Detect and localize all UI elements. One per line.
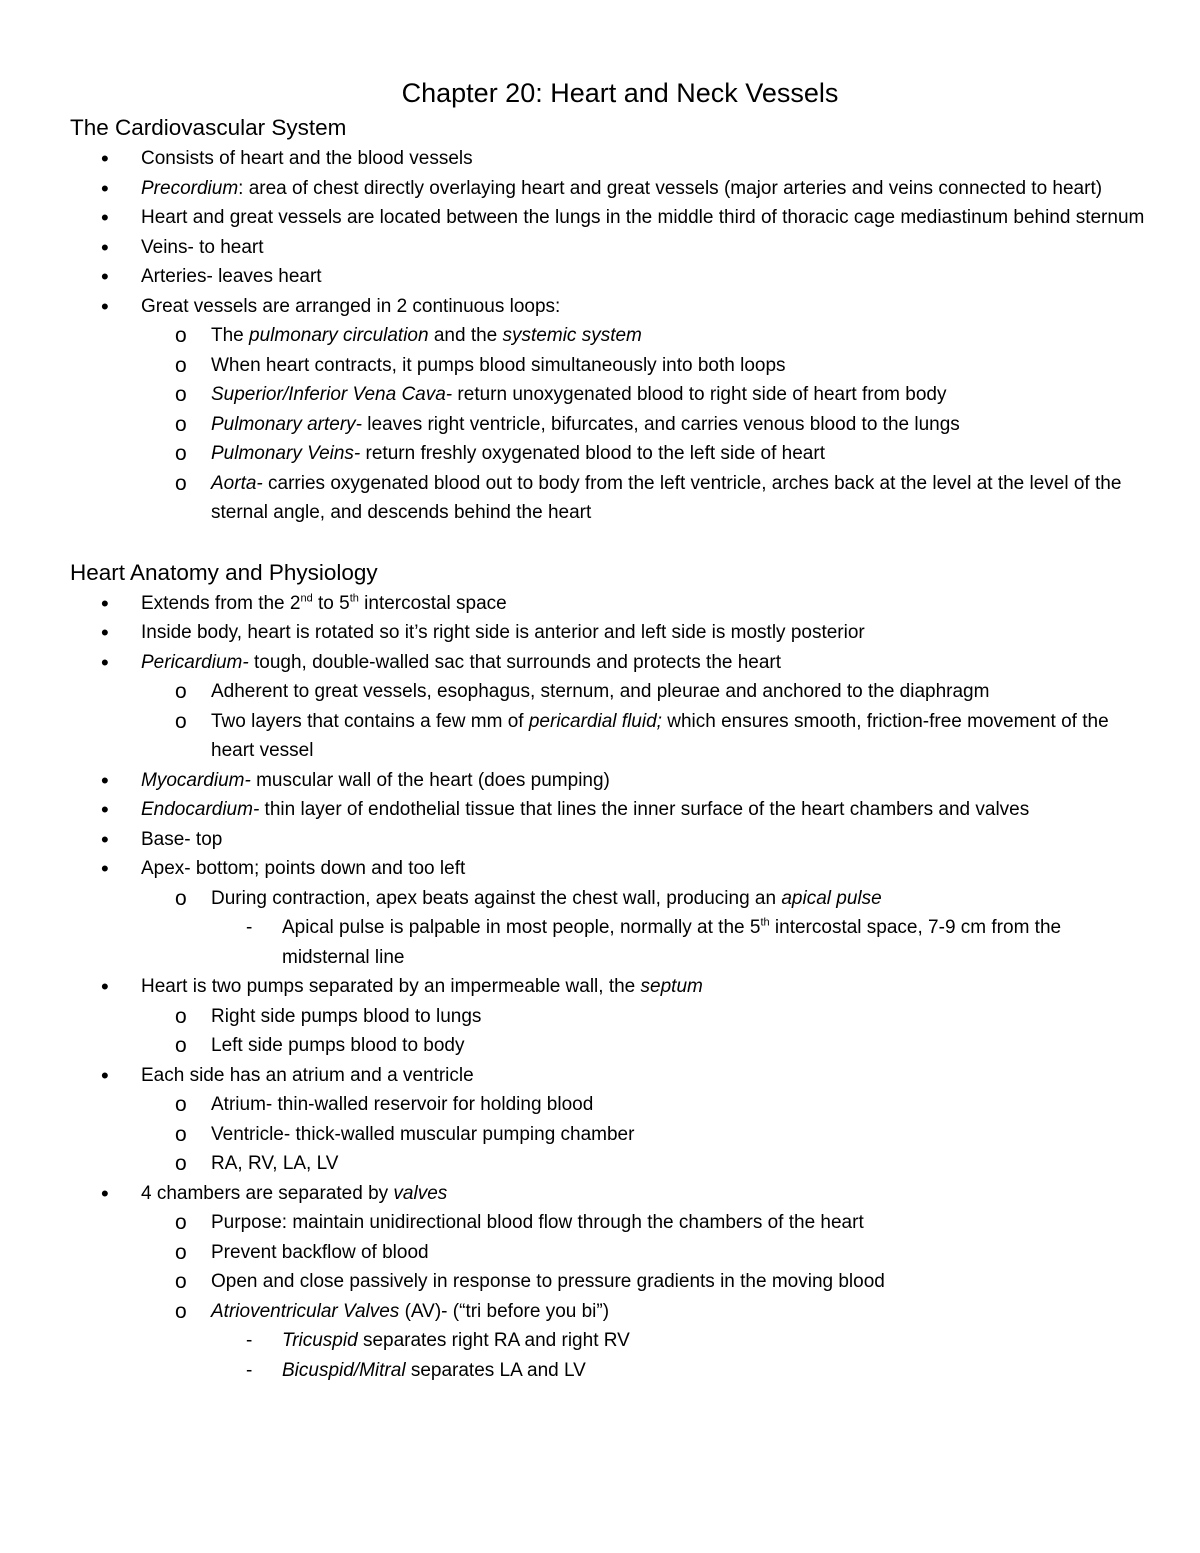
bullet-icon: • xyxy=(101,264,109,289)
text-run: to 5 xyxy=(312,592,350,614)
list-item xyxy=(70,1179,1145,1209)
text-run: When heart contracts, it pumps blood simultaneously into both loops xyxy=(211,354,786,376)
italic-text: Endocardium- xyxy=(141,799,260,820)
bullet-icon: • xyxy=(101,1180,109,1206)
list-item xyxy=(70,439,1145,469)
list-item xyxy=(70,707,1145,766)
section-heading: The Cardiovascular System xyxy=(70,115,347,140)
list-item-text xyxy=(70,1297,1145,1327)
bullet-list xyxy=(70,144,1145,528)
list-item xyxy=(70,618,1145,648)
list-item xyxy=(70,144,1145,174)
text-run: Left side pumps blood to body xyxy=(211,1035,465,1056)
list-item-text xyxy=(70,1267,1145,1297)
list-item-text xyxy=(70,1356,1145,1386)
italic-text: valves xyxy=(393,1182,448,1204)
list-item xyxy=(70,1031,1145,1061)
list-item-text xyxy=(70,589,1145,619)
list-item-text xyxy=(70,1031,1145,1061)
text-run: Apical pulse is palpable in most people, normally at the 5 xyxy=(282,917,761,938)
circle-bullet-icon: o xyxy=(175,1152,187,1175)
dash-bullet-icon: - xyxy=(246,1330,253,1351)
superscript-text: nd xyxy=(300,592,313,605)
list-item xyxy=(70,913,1145,972)
text-run: separates LA and LV xyxy=(405,1359,586,1381)
circle-bullet-icon: o xyxy=(175,1122,187,1146)
list-item-text xyxy=(70,1120,1145,1150)
text-run: Purpose: maintain unidirectional blood flow through the chambers of the heart xyxy=(211,1212,864,1233)
list-item xyxy=(70,469,1145,528)
list-item xyxy=(70,174,1145,204)
list-item-text xyxy=(70,410,1145,440)
circle-bullet-icon: o xyxy=(175,1211,187,1234)
italic-text: pericardial fluid; xyxy=(528,710,662,732)
list-item-text xyxy=(70,439,1145,469)
bullet-icon: • xyxy=(101,293,109,319)
list-item-text xyxy=(70,233,1145,263)
text-run: Prevent backflow of blood xyxy=(211,1241,429,1263)
text-run: return freshly oxygenated blood to the left side of heart xyxy=(360,443,825,464)
list-item xyxy=(70,262,1145,292)
bullet-icon: • xyxy=(101,1062,109,1088)
list-item-text xyxy=(70,174,1145,204)
list-item-text xyxy=(70,884,1145,914)
list-item xyxy=(70,1267,1145,1297)
italic-text: Atrioventricular Valves xyxy=(211,1300,400,1322)
bullet-icon: • xyxy=(101,767,109,793)
text-run: (AV)- (“tri before you bi”) xyxy=(399,1300,610,1322)
text-run: Ventricle- thick-walled muscular pumping chamber xyxy=(211,1123,635,1145)
bullet-icon: • xyxy=(101,234,109,260)
list-item xyxy=(70,1149,1145,1179)
text-run: Adherent to great vessels, esophagus, sternum, and pleurae and anchored to the diaphragm xyxy=(211,681,990,702)
text-run: The xyxy=(211,325,250,346)
circle-bullet-icon: o xyxy=(175,680,187,703)
italic-text: septum xyxy=(640,976,703,997)
circle-bullet-icon: o xyxy=(175,383,187,406)
text-run: Veins- to heart xyxy=(141,236,264,258)
text-run: Inside body, heart is rotated so it’s right side is anterior and left side is mostly posterior xyxy=(141,622,865,643)
list-item xyxy=(70,589,1145,619)
text-run: RA, RV, LA, LV xyxy=(211,1153,339,1174)
list-item-text xyxy=(70,854,1145,884)
list-item xyxy=(70,203,1145,233)
italic-text: Superior/Inferior Vena Cava- xyxy=(211,384,453,405)
bullet-icon: • xyxy=(101,826,109,852)
circle-bullet-icon: o xyxy=(175,412,187,436)
list-item xyxy=(70,677,1145,707)
list-item-text xyxy=(70,707,1145,766)
text-run: intercostal space, 7-9 cm from the midsternal line xyxy=(282,917,1062,968)
list-item xyxy=(70,351,1145,381)
list-item xyxy=(70,1090,1145,1120)
page-title: Chapter 20: Heart and Neck Vessels xyxy=(401,78,839,108)
list-item xyxy=(70,1326,1145,1356)
italic-text: Precordium xyxy=(141,177,239,199)
list-item xyxy=(70,1120,1145,1150)
text-run: Base- top xyxy=(141,828,223,850)
list-item-text xyxy=(70,380,1145,410)
document-content xyxy=(70,112,1145,1385)
list-item xyxy=(70,292,1145,322)
dash-bullet-icon: - xyxy=(246,917,253,938)
section-heading: Heart Anatomy and Physiology xyxy=(70,559,378,585)
list-item-text xyxy=(70,144,1145,174)
circle-bullet-icon: o xyxy=(175,471,187,495)
list-item-text xyxy=(70,292,1145,322)
text-run: Open and close passively in response to pressure gradients in the moving blood xyxy=(211,1271,885,1292)
text-run: Right side pumps blood to lungs xyxy=(211,1005,482,1027)
circle-bullet-icon: o xyxy=(175,442,187,465)
circle-bullet-icon: o xyxy=(175,1299,187,1323)
circle-bullet-icon: o xyxy=(175,324,187,347)
italic-text: systemic system xyxy=(502,325,642,346)
italic-text: Aorta- xyxy=(211,472,263,494)
list-item xyxy=(70,1297,1145,1327)
bullet-icon: • xyxy=(101,856,109,881)
list-item-text xyxy=(70,351,1145,381)
superscript-text: th xyxy=(349,592,359,605)
list-item-text xyxy=(70,321,1145,351)
list-item-text xyxy=(70,203,1145,233)
italic-text: Tricuspid xyxy=(282,1330,358,1351)
text-run: Consists of heart and the blood vessels xyxy=(141,148,473,169)
list-item xyxy=(70,380,1145,410)
text-run: Two layers that contains a few mm of xyxy=(211,710,529,732)
circle-bullet-icon: o xyxy=(175,1240,187,1264)
text-run: carries oxygenated blood out to body from the left ventricle, arches back at the level at the level of the sternal angle, and descends behind the heart xyxy=(211,472,1122,523)
list-item xyxy=(70,321,1145,351)
list-item-text xyxy=(70,648,1145,678)
circle-bullet-icon: o xyxy=(175,709,187,733)
list-item-text xyxy=(70,1208,1145,1238)
text-run: Extends from the 2 xyxy=(141,592,301,614)
list-item-text xyxy=(70,825,1145,855)
list-item xyxy=(70,1238,1145,1268)
bullet-icon: • xyxy=(101,146,109,171)
text-run: muscular wall of the heart (does pumping) xyxy=(250,769,610,791)
text-run: intercostal space xyxy=(358,592,507,614)
text-run: : area of chest directly overlaying heart and great vessels (major arteries and veins connected to heart) xyxy=(238,177,1103,199)
circle-bullet-icon: o xyxy=(175,1093,187,1116)
text-run: During contraction, apex beats against the chest wall, producing an xyxy=(211,887,782,909)
text-run: Heart is two pumps separated by an impermeable wall, the xyxy=(141,976,641,997)
text-run: return unoxygenated blood to right side of heart from body xyxy=(452,384,947,405)
bullet-icon: • xyxy=(101,175,109,201)
list-item xyxy=(70,884,1145,914)
list-item-text xyxy=(70,1326,1145,1356)
list-item-text xyxy=(70,972,1145,1002)
bullet-icon: • xyxy=(101,797,109,822)
dash-bullet-icon: - xyxy=(246,1359,253,1381)
italic-text: Bicuspid/Mitral xyxy=(282,1359,406,1381)
list-item xyxy=(70,1208,1145,1238)
circle-bullet-icon: o xyxy=(175,1004,187,1028)
bullet-icon: • xyxy=(101,590,109,616)
list-item-text xyxy=(70,1238,1145,1268)
circle-bullet-icon: o xyxy=(175,1270,187,1293)
text-run: Apex- bottom; points down and too left xyxy=(141,858,466,879)
list-item xyxy=(70,233,1145,263)
text-run: separates right RA and right RV xyxy=(357,1330,630,1351)
list-item-text xyxy=(70,766,1145,796)
text-run: 4 chambers are separated by xyxy=(141,1182,394,1204)
italic-text: Myocardium- xyxy=(141,769,251,791)
circle-bullet-icon: o xyxy=(175,1034,187,1057)
list-item-text xyxy=(70,913,1145,972)
text-run: and the xyxy=(428,325,503,346)
text-run: leaves right ventricle, bifurcates, and carries venous blood to the lungs xyxy=(362,413,960,435)
italic-text: Pulmonary Veins- xyxy=(211,443,361,464)
text-run: Each side has an atrium and a ventricle xyxy=(141,1064,474,1086)
text-run: thin layer of endothelial tissue that lines the inner surface of the heart chambers and valves xyxy=(259,799,1030,820)
italic-text: apical pulse xyxy=(781,887,882,909)
text-run: which ensures smooth, friction-free movement of the heart vessel xyxy=(211,710,1109,761)
list-item-text xyxy=(70,1149,1145,1179)
circle-bullet-icon: o xyxy=(175,353,187,377)
list-item xyxy=(70,972,1145,1002)
list-item xyxy=(70,825,1145,855)
list-item xyxy=(70,1061,1145,1091)
italic-text: Pulmonary artery- xyxy=(211,413,362,435)
list-item xyxy=(70,648,1145,678)
circle-bullet-icon: o xyxy=(175,886,187,910)
list-item-text xyxy=(70,1002,1145,1032)
bullet-icon: • xyxy=(101,205,109,230)
list-item-text xyxy=(70,618,1145,648)
bullet-icon: • xyxy=(101,974,109,999)
list-item xyxy=(70,1356,1145,1386)
text-run: Atrium- thin-walled reservoir for holding blood xyxy=(211,1094,594,1115)
list-item-text xyxy=(70,1061,1145,1091)
list-item xyxy=(70,766,1145,796)
list-item xyxy=(70,410,1145,440)
list-item-text xyxy=(70,262,1145,292)
list-item xyxy=(70,854,1145,884)
text-run: Arteries- leaves heart xyxy=(141,266,322,287)
bullet-list xyxy=(70,589,1145,1386)
list-item-text xyxy=(70,795,1145,825)
list-item xyxy=(70,1002,1145,1032)
bullet-icon: • xyxy=(101,649,109,675)
text-run: Heart and great vessels are located between the lungs in the middle third of thoracic cage mediastinum behind sternum xyxy=(141,207,1145,228)
bullet-icon: • xyxy=(101,620,109,645)
superscript-text: th xyxy=(760,916,770,929)
list-item-text xyxy=(70,1179,1145,1209)
list-item-text xyxy=(70,677,1145,707)
list-item xyxy=(70,795,1145,825)
text-run: Great vessels are arranged in 2 continuous loops: xyxy=(141,295,561,317)
list-item-text xyxy=(70,469,1145,528)
italic-text: pulmonary circulation xyxy=(249,325,429,346)
text-run: tough, double-walled sac that surrounds and protects the heart xyxy=(248,651,782,673)
list-item-text xyxy=(70,1090,1145,1120)
italic-text: Pericardium- xyxy=(141,651,249,673)
